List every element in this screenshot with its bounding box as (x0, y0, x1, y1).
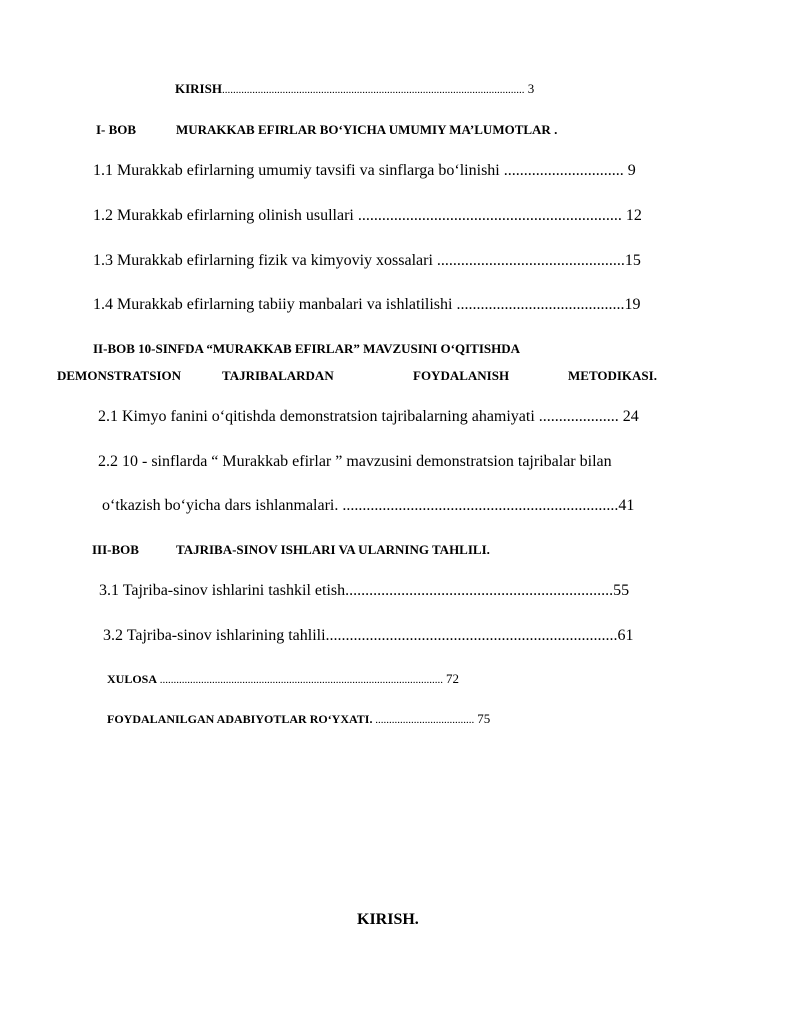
toc-entry-2-2-line1: 2.2 10 - sinflarda “ Murakkab efirlar ” mavzusini demonstratsion tajribalar bilan (98, 453, 612, 470)
toc-xulosa-dots: ....................................................................................................... (157, 674, 444, 686)
toc-kirish-page: 3 (527, 81, 535, 96)
toc-chapter-3-title: TAJRIBA-SINOV ISHLARI VA ULARNING TAHLILI. (176, 542, 490, 557)
toc-entry-1-3: 1.3 Murakkab efirlarning fizik va kimyoviy xossalari ...............................................15 (93, 252, 641, 269)
toc-chapter-2-word4: METODIKASI. (568, 368, 657, 383)
toc-xulosa-label: XULOSA (107, 672, 158, 686)
toc-kirish-label: KIRISH (175, 81, 222, 96)
toc-chapter-2-word2: TAJRIBALARDAN (222, 368, 334, 383)
toc-adabiyotlar-dots: .................................... (372, 714, 475, 726)
toc-chapter-3-number: III-BOB (92, 542, 139, 557)
toc-entry-1-4: 1.4 Murakkab efirlarning tabiiy manbalari va ishlatilishi ..........................................19 (93, 296, 641, 313)
toc-adabiyotlar-label: FOYDALANILGAN ADABIYOTLAR RO‘YXATI. (107, 712, 373, 726)
toc-chapter-2-word3: FOYDALANISH (413, 368, 510, 383)
toc-chapter-2-word1: DEMONSTRATSION (57, 368, 182, 383)
toc-chapter-2-line1: II-BOB 10-SINFDA “MURAKKAB EFIRLAR” MAVZUSINI O‘QITISHDA (93, 341, 521, 356)
toc-entry-2-1: 2.1 Kimyo fanini o‘qitishda demonstratsion tajribalarning ahamiyati .................... 24 (98, 408, 639, 425)
toc-entry-kirish (175, 81, 534, 97)
toc-adabiyotlar-page: 75 (477, 711, 491, 726)
toc-entry-xulosa (107, 671, 459, 687)
toc-entry-1-1: 1.1 Murakkab efirlarning umumiy tavsifi va sinflarga bo‘linishi .............................. 9 (93, 162, 636, 179)
toc-chapter-1-number: I- BOB (96, 122, 137, 137)
toc-xulosa-page: 72 (446, 671, 460, 686)
toc-chapter-1-title: MURAKKAB EFIRLAR BO‘YICHA UMUMIY MA’LUMOTLAR . (176, 122, 558, 137)
toc-kirish-dots: .............................................................................................................. (221, 84, 525, 96)
toc-entry-3-1: 3.1 Tajriba-sinov ishlarini tashkil etish...................................................................55 (99, 582, 630, 599)
toc-entry-2-2-line2: o‘tkazish bo‘yicha dars ishlanmalari. .....................................................................41 (102, 497, 635, 514)
section-title: KIRISH. (357, 911, 419, 928)
toc-entry-1-2: 1.2 Murakkab efirlarning olinish usullari .................................................................. 12 (93, 207, 642, 224)
toc-entry-3-2: 3.2 Tajriba-sinov ishlarining tahlili.........................................................................61 (103, 627, 634, 644)
toc-entry-adabiyotlar (107, 711, 490, 727)
